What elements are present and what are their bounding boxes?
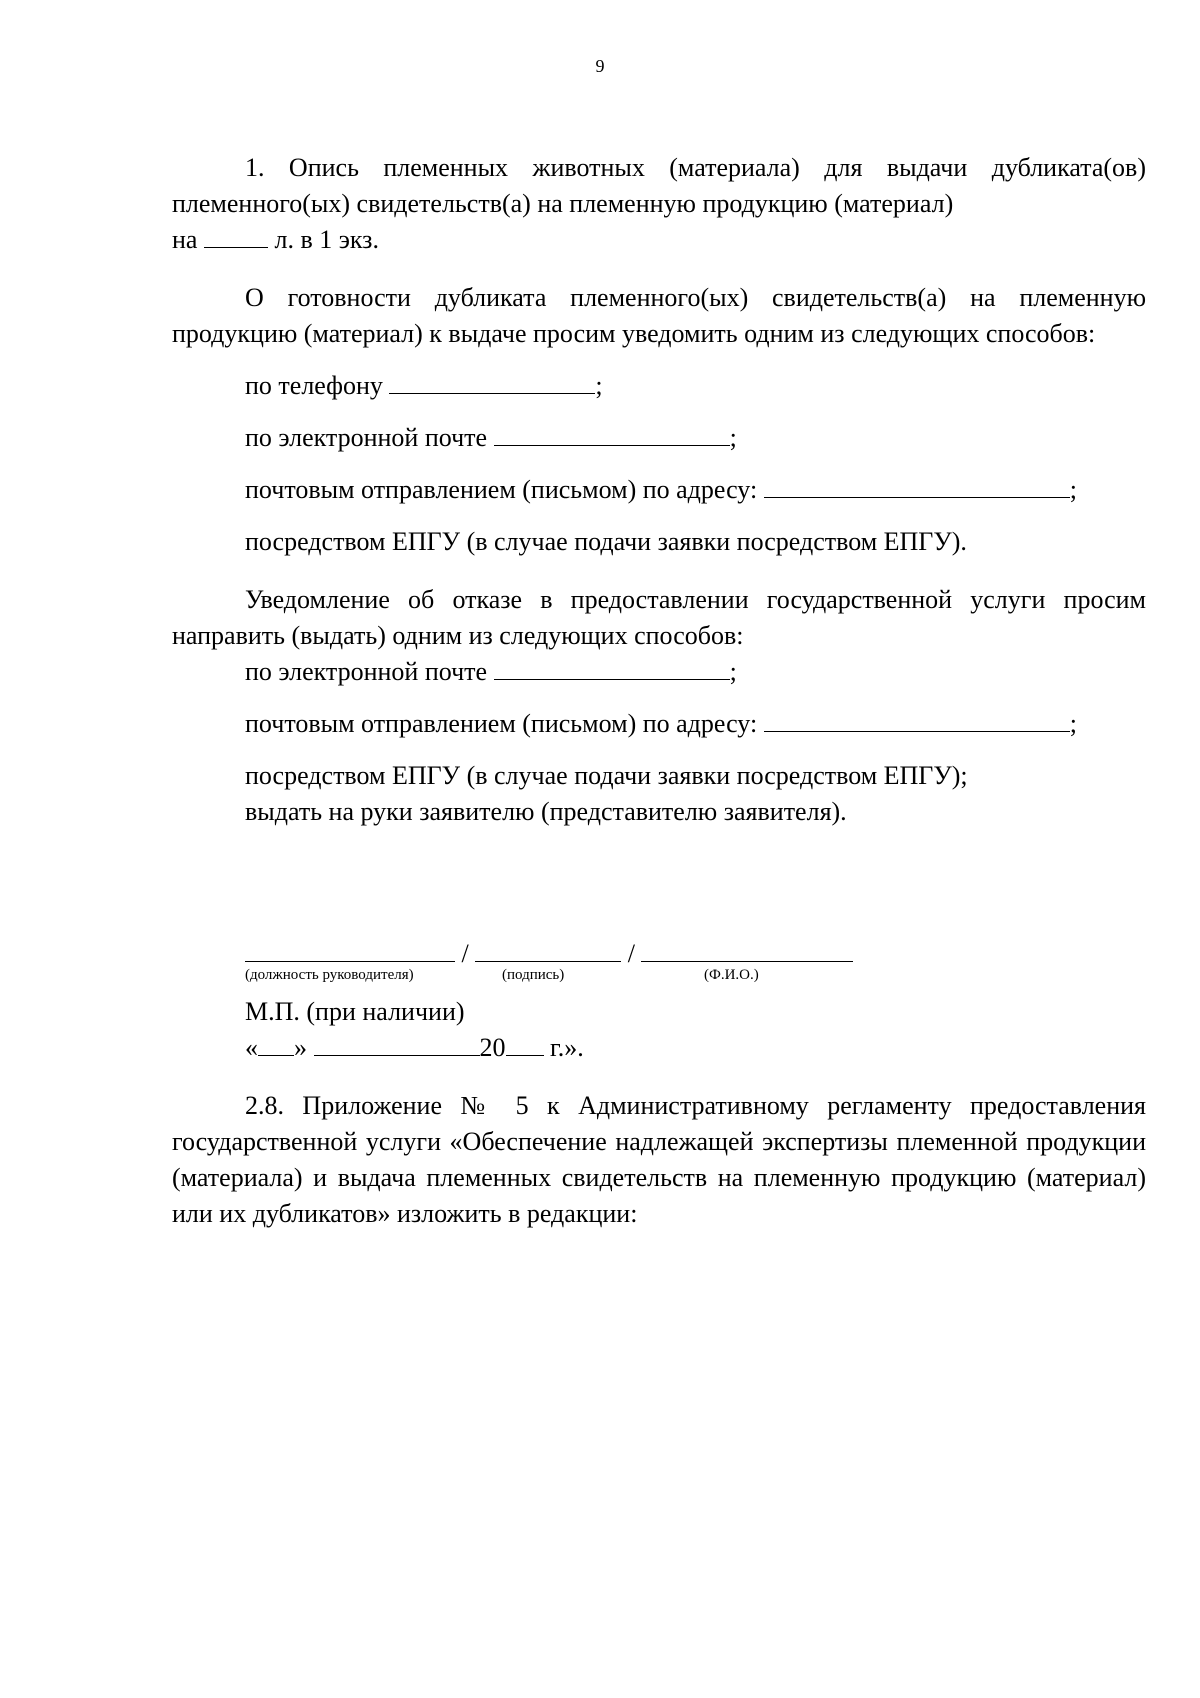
slash: /: [627, 939, 635, 968]
readiness-post-line: [172, 472, 1146, 508]
document-body: [172, 150, 1146, 1232]
address-blank[interactable]: [764, 473, 1070, 498]
appendix-paragraph: 2.8. Приложение № 5 к Административному регламенту предоставления государственной услуги «Обеспечение надлежащей экспертизы племенной продукции (материала) и выдача племенных свидетельств на племенную продукцию (материал) или их дубликатов» изложить в редакции:: [172, 1091, 1146, 1228]
refusal-email-label: по электронной почте: [245, 657, 488, 686]
semicolon: ;: [1069, 475, 1077, 504]
quote-close: »: [294, 1033, 307, 1062]
inventory-sheets-suffix: л. в 1 экз.: [274, 225, 379, 254]
semicolon: ;: [729, 657, 737, 686]
refusal-hand-line: выдать на руки заявителю (представителю заявителя).: [245, 797, 847, 826]
email-blank[interactable]: [494, 655, 730, 680]
inventory-sheets-line: [172, 222, 1146, 258]
stamp-line: М.П. (при наличии): [245, 997, 465, 1026]
readiness-epgu-line: посредством ЕПГУ (в случае подачи заявки посредством ЕПГУ).: [245, 527, 967, 556]
signature-line: [172, 936, 1146, 966]
year-prefix: 20: [479, 1033, 506, 1062]
position-blank[interactable]: [245, 937, 455, 962]
slash: /: [461, 939, 469, 968]
page-number: 9: [595, 56, 605, 76]
semicolon: ;: [729, 423, 737, 452]
readiness-email-label: по электронной почте: [245, 423, 488, 452]
refusal-post-line: [172, 706, 1146, 742]
refusal-epgu-line: посредством ЕПГУ (в случае подачи заявки посредством ЕПГУ);: [245, 761, 968, 790]
refusal-email-line: [172, 654, 1146, 690]
caption-position: (должность руководителя): [245, 967, 414, 983]
email-blank[interactable]: [494, 421, 730, 446]
inventory-paragraph: 1. Опись племенных животных (материала) для выдачи дубликата(ов) племенного(ых) свидетельств(а) на племенную продукцию (материал): [172, 153, 1146, 218]
sheets-count-blank[interactable]: [204, 223, 268, 248]
semicolon: ;: [1069, 709, 1077, 738]
full-name-blank[interactable]: [641, 937, 853, 962]
address-blank[interactable]: [764, 707, 1070, 732]
readiness-post-label: почтовым отправлением (письмом) по адресу:: [245, 475, 758, 504]
inventory-sheets-prefix: на: [172, 225, 198, 254]
readiness-phone-line: [172, 368, 1146, 404]
caption-full-name: (Ф.И.О.): [704, 967, 759, 983]
readiness-notice-intro: О готовности дубликата племенного(ых) свидетельств(а) на племенную продукцию (материал) к выдаче просим уведомить одним из следующих способов:: [172, 283, 1146, 348]
readiness-email-line: [172, 420, 1146, 456]
phone-blank[interactable]: [389, 369, 595, 394]
semicolon: ;: [595, 371, 603, 400]
signature-blank[interactable]: [475, 937, 621, 962]
date-line: [172, 1030, 1146, 1066]
year-blank[interactable]: [506, 1031, 544, 1056]
date-suffix: г.».: [550, 1033, 584, 1062]
signature-captions: [245, 966, 1146, 986]
day-blank[interactable]: [258, 1031, 294, 1056]
month-blank[interactable]: [314, 1031, 480, 1056]
readiness-phone-label: по телефону: [245, 371, 383, 400]
caption-signature: (подпись): [502, 967, 565, 983]
quote-open: «: [245, 1033, 258, 1062]
refusal-post-label: почтовым отправлением (письмом) по адресу:: [245, 709, 758, 738]
refusal-notice-intro: Уведомление об отказе в предоставлении государственной услуги просим направить (выдать) одним из следующих способов:: [172, 585, 1146, 650]
